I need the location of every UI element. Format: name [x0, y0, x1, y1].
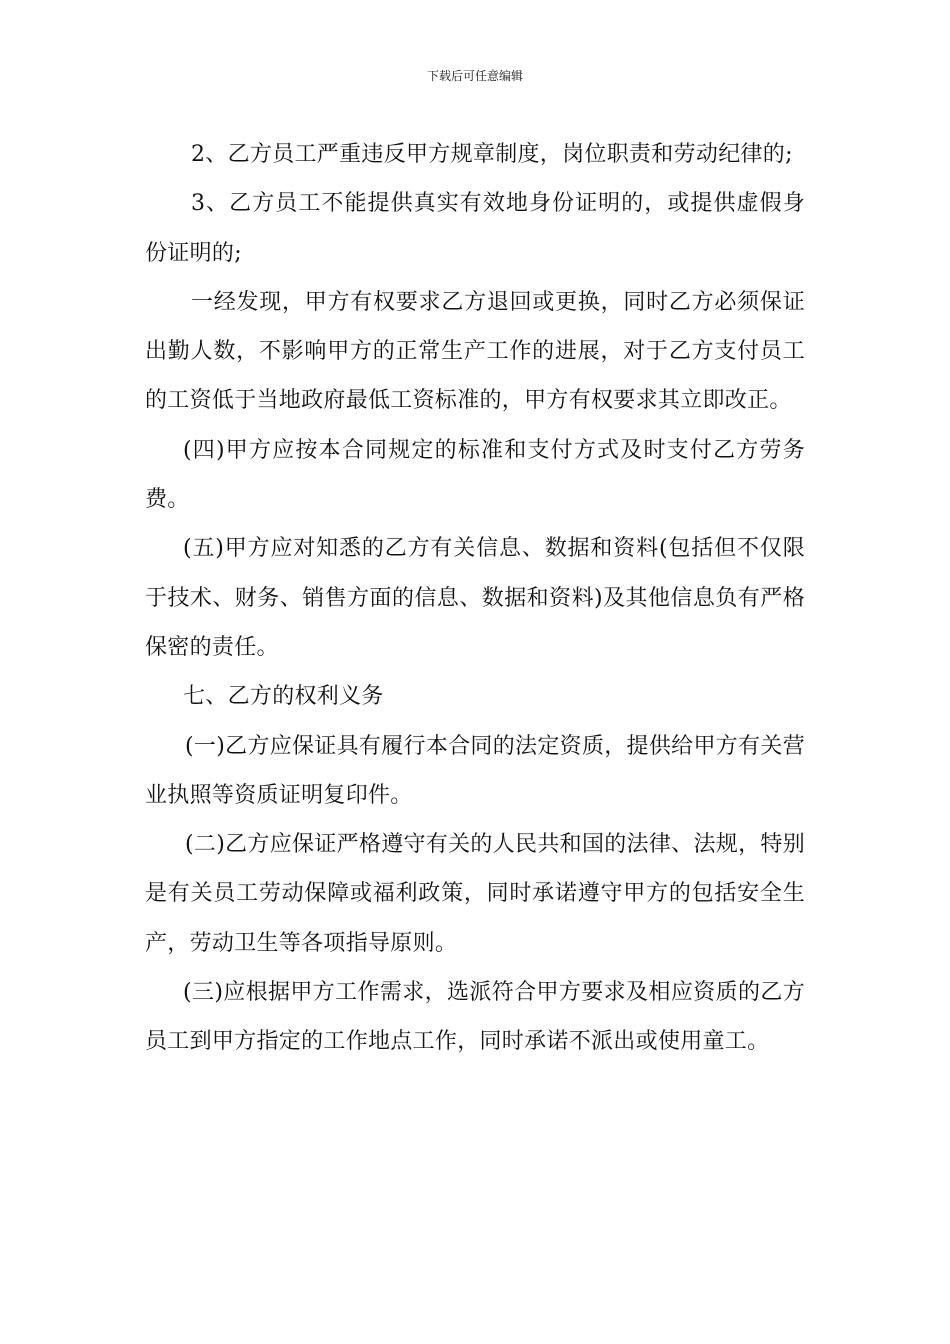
paragraph-clause-3: 3、乙方员工不能提供真实有效地身份证明的，或提供虚假身份证明的;	[145, 191, 805, 266]
paragraph-clause-2: 2、乙方员工严重违反甲方规章制度，岗位职责和劳动纪律的;	[191, 142, 793, 167]
paragraph-party-b-2: (二)乙方应保证严格遵守有关的人民共和国的法律、法规，特别是有关员工劳动保障或福利政策，同时承诺遵守甲方的包括安全生产，劳动卫生等各项指导原则。	[145, 832, 805, 956]
paragraph-party-b-1: (一)乙方应保证具有履行本合同的法定资质，提供给甲方有关营业执照等资质证明复印件。	[145, 733, 805, 808]
paragraph-party-a-4: (四)甲方应按本合同规定的标准和支付方式及时支付乙方劳务费。	[145, 437, 805, 513]
paragraph-party-b-3: (三)应根据甲方工作需求，选派符合甲方要求及相应资质的乙方员工到甲方指定的工作地点工作，同时承诺不派出或使用童工。	[145, 980, 805, 1055]
paragraph-party-a-5: (五)甲方应对知悉的乙方有关信息、数据和资料(包括但不仅限于技术、财务、销售方面的信息、数据和资料)及其他信息负有严格保密的责任。	[145, 536, 805, 660]
document-body	[145, 130, 805, 1067]
paragraph-upon-discovery: 一经发现，甲方有权要求乙方退回或更换，同时乙方必须保证出勤人数，不影响甲方的正常生产工作的进展，对于乙方支付员工的工资低于当地政府最低工资标准的，甲方有权要求其立即改正。	[145, 289, 805, 414]
header-note: 下载后可任意编辑	[426, 69, 523, 83]
section-heading-party-b-rights: 七、乙方的权利义务	[183, 684, 384, 710]
